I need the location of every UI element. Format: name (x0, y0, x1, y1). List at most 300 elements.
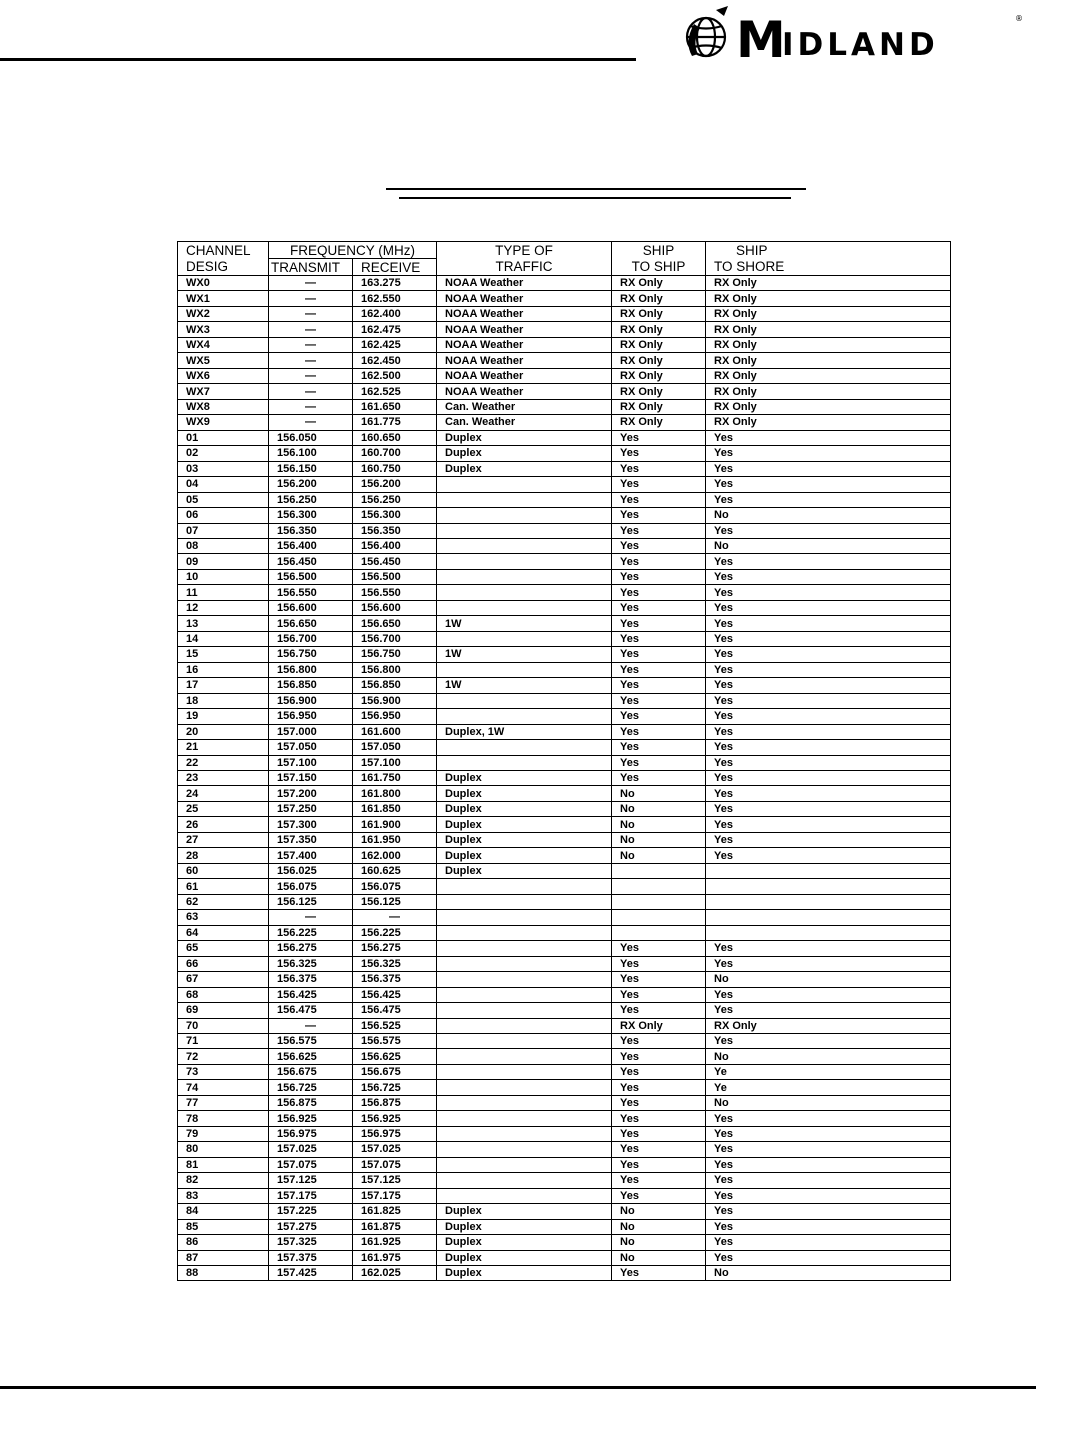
cell-receive: 160.750 (353, 461, 437, 476)
cell-ship-to-shore: Yes (706, 678, 951, 693)
table-row (178, 740, 951, 755)
cell-channel: 87 (178, 1250, 269, 1265)
cell-channel: 85 (178, 1219, 269, 1234)
title-rule-top (386, 188, 806, 190)
cell-ship-to-ship: Yes (612, 461, 706, 476)
cell-transmit: 157.200 (269, 786, 353, 801)
cell-transmit: 157.100 (269, 755, 353, 770)
cell-ship-to-ship (612, 894, 706, 909)
cell-receive: 156.800 (353, 662, 437, 677)
cell-channel: 01 (178, 430, 269, 445)
header-ship-to-shore-line1: SHIP (706, 242, 951, 259)
cell-transmit: 156.875 (269, 1095, 353, 1110)
cell-channel: WX4 (178, 337, 269, 352)
cell-channel: 73 (178, 1064, 269, 1079)
cell-traffic (437, 1126, 612, 1141)
cell-ship-to-shore: Ye (706, 1064, 951, 1079)
cell-transmit: 156.375 (269, 972, 353, 987)
header-transmit: TRANSMIT (269, 259, 353, 276)
cell-channel: 62 (178, 894, 269, 909)
cell-transmit: 156.400 (269, 538, 353, 553)
cell-transmit: — (269, 415, 353, 430)
cell-transmit: 156.450 (269, 554, 353, 569)
cell-ship-to-ship: Yes (612, 1266, 706, 1281)
header-desig: DESIG (178, 259, 269, 276)
cell-transmit: — (269, 337, 353, 352)
cell-channel: 68 (178, 987, 269, 1002)
cell-traffic (437, 1003, 612, 1018)
cell-ship-to-ship: No (612, 817, 706, 832)
cell-transmit: 156.650 (269, 616, 353, 631)
cell-transmit: — (269, 291, 353, 306)
cell-ship-to-shore: Yes (706, 1173, 951, 1188)
cell-receive: 162.550 (353, 291, 437, 306)
cell-ship-to-ship: Yes (612, 569, 706, 584)
cell-ship-to-shore: RX Only (706, 384, 951, 399)
cell-ship-to-ship: Yes (612, 693, 706, 708)
cell-ship-to-ship: Yes (612, 740, 706, 755)
cell-receive: 156.350 (353, 523, 437, 538)
cell-receive: 156.675 (353, 1064, 437, 1079)
table-row (178, 616, 951, 631)
cell-receive: 156.925 (353, 1111, 437, 1126)
cell-channel: 02 (178, 446, 269, 461)
cell-ship-to-shore: RX Only (706, 368, 951, 383)
cell-traffic (437, 1142, 612, 1157)
table-row (178, 508, 951, 523)
cell-traffic (437, 631, 612, 646)
cell-receive: 156.425 (353, 987, 437, 1002)
cell-channel: 14 (178, 631, 269, 646)
cell-receive: 161.925 (353, 1235, 437, 1250)
cell-transmit: 156.750 (269, 647, 353, 662)
table-row (178, 631, 951, 646)
table-row (178, 879, 951, 894)
cell-ship-to-shore: No (706, 1049, 951, 1064)
cell-receive: 156.300 (353, 508, 437, 523)
cell-channel: 22 (178, 755, 269, 770)
cell-channel: 67 (178, 972, 269, 987)
cell-ship-to-shore: Yes (706, 1033, 951, 1048)
cell-ship-to-ship: Yes (612, 430, 706, 445)
table-row (178, 1250, 951, 1265)
cell-transmit: 156.425 (269, 987, 353, 1002)
cell-receive: 161.850 (353, 801, 437, 816)
cell-receive: 157.125 (353, 1173, 437, 1188)
cell-transmit: 156.200 (269, 477, 353, 492)
cell-ship-to-shore: Yes (706, 956, 951, 971)
cell-ship-to-ship (612, 925, 706, 940)
cell-ship-to-ship: Yes (612, 1095, 706, 1110)
cell-transmit: 157.150 (269, 771, 353, 786)
cell-ship-to-shore: Yes (706, 585, 951, 600)
cell-channel: 84 (178, 1204, 269, 1219)
footer-rule (0, 1386, 1036, 1389)
cell-transmit: 156.225 (269, 925, 353, 940)
cell-channel: 64 (178, 925, 269, 940)
cell-channel: 10 (178, 569, 269, 584)
cell-traffic (437, 693, 612, 708)
cell-ship-to-shore: Yes (706, 569, 951, 584)
cell-channel: WX6 (178, 368, 269, 383)
cell-transmit: 156.100 (269, 446, 353, 461)
cell-ship-to-shore: Yes (706, 477, 951, 492)
cell-traffic: Duplex (437, 801, 612, 816)
cell-receive: 162.525 (353, 384, 437, 399)
table-row (178, 461, 951, 476)
cell-ship-to-shore: RX Only (706, 276, 951, 291)
cell-ship-to-shore: RX Only (706, 306, 951, 321)
table-row (178, 477, 951, 492)
table-row (178, 678, 951, 693)
cell-transmit: — (269, 910, 353, 925)
cell-ship-to-ship: RX Only (612, 322, 706, 337)
cell-ship-to-shore: Yes (706, 1142, 951, 1157)
cell-transmit: 157.250 (269, 801, 353, 816)
midland-logo (682, 4, 1027, 64)
cell-receive: 156.375 (353, 972, 437, 987)
table-row (178, 956, 951, 971)
cell-ship-to-ship: Yes (612, 647, 706, 662)
cell-ship-to-shore: Ye (706, 1080, 951, 1095)
channel-rows (178, 276, 951, 1281)
cell-ship-to-shore: Yes (706, 554, 951, 569)
cell-receive: 161.900 (353, 817, 437, 832)
cell-ship-to-shore (706, 863, 951, 878)
cell-traffic: Duplex (437, 430, 612, 445)
cell-transmit: 156.075 (269, 879, 353, 894)
table-row (178, 786, 951, 801)
cell-traffic (437, 585, 612, 600)
cell-transmit: 157.025 (269, 1142, 353, 1157)
header-to-ship: TO SHIP (612, 259, 706, 276)
cell-ship-to-shore: RX Only (706, 1018, 951, 1033)
table-row (178, 693, 951, 708)
cell-traffic: NOAA Weather (437, 353, 612, 368)
table-row (178, 322, 951, 337)
cell-channel: 23 (178, 771, 269, 786)
cell-ship-to-ship: RX Only (612, 353, 706, 368)
cell-ship-to-ship: No (612, 1250, 706, 1265)
cell-ship-to-shore (706, 910, 951, 925)
cell-ship-to-shore: RX Only (706, 399, 951, 414)
table-row (178, 925, 951, 940)
cell-traffic (437, 1049, 612, 1064)
cell-channel: 28 (178, 848, 269, 863)
cell-channel: WX3 (178, 322, 269, 337)
cell-ship-to-ship: RX Only (612, 291, 706, 306)
cell-receive: — (353, 910, 437, 925)
cell-channel: 27 (178, 832, 269, 847)
table-row (178, 647, 951, 662)
table-row (178, 1003, 951, 1018)
cell-ship-to-shore: Yes (706, 941, 951, 956)
cell-traffic: Duplex (437, 461, 612, 476)
cell-ship-to-ship: No (612, 1219, 706, 1234)
cell-receive: 156.200 (353, 477, 437, 492)
cell-transmit: — (269, 306, 353, 321)
cell-receive: 162.500 (353, 368, 437, 383)
cell-ship-to-shore: RX Only (706, 337, 951, 352)
cell-ship-to-ship: No (612, 1204, 706, 1219)
cell-ship-to-shore: Yes (706, 693, 951, 708)
cell-transmit: 157.400 (269, 848, 353, 863)
cell-transmit: 156.500 (269, 569, 353, 584)
cell-traffic (437, 1033, 612, 1048)
cell-ship-to-shore: Yes (706, 1126, 951, 1141)
cell-transmit: — (269, 353, 353, 368)
table-row (178, 1142, 951, 1157)
cell-traffic: Duplex (437, 1250, 612, 1265)
cell-channel: 04 (178, 477, 269, 492)
cell-transmit: 157.300 (269, 817, 353, 832)
cell-receive: 156.325 (353, 956, 437, 971)
cell-receive: 160.700 (353, 446, 437, 461)
header-type-of: TYPE OF (437, 242, 612, 259)
cell-transmit: — (269, 1018, 353, 1033)
cell-traffic (437, 1095, 612, 1110)
table-row (178, 662, 951, 677)
cell-receive: 156.550 (353, 585, 437, 600)
cell-traffic: NOAA Weather (437, 322, 612, 337)
cell-ship-to-shore: Yes (706, 647, 951, 662)
cell-receive: 160.625 (353, 863, 437, 878)
cell-receive: 162.400 (353, 306, 437, 321)
cell-receive: 162.450 (353, 353, 437, 368)
cell-ship-to-shore (706, 925, 951, 940)
cell-transmit: 156.150 (269, 461, 353, 476)
cell-ship-to-ship: Yes (612, 956, 706, 971)
cell-channel: 77 (178, 1095, 269, 1110)
cell-ship-to-shore: RX Only (706, 415, 951, 430)
cell-receive: 156.650 (353, 616, 437, 631)
cell-ship-to-ship: Yes (612, 1049, 706, 1064)
cell-traffic: 1W (437, 647, 612, 662)
cell-channel: WX0 (178, 276, 269, 291)
cell-ship-to-ship: RX Only (612, 368, 706, 383)
cell-ship-to-ship: Yes (612, 538, 706, 553)
cell-ship-to-ship: Yes (612, 1142, 706, 1157)
cell-receive: 162.025 (353, 1266, 437, 1281)
cell-ship-to-ship: Yes (612, 678, 706, 693)
cell-receive: 162.425 (353, 337, 437, 352)
cell-transmit: 157.325 (269, 1235, 353, 1250)
cell-traffic (437, 1188, 612, 1203)
cell-ship-to-shore: Yes (706, 786, 951, 801)
cell-ship-to-ship: Yes (612, 1126, 706, 1141)
cell-ship-to-ship: RX Only (612, 415, 706, 430)
cell-channel: 88 (178, 1266, 269, 1281)
cell-traffic: NOAA Weather (437, 306, 612, 321)
cell-transmit: 156.700 (269, 631, 353, 646)
cell-receive: 161.975 (353, 1250, 437, 1265)
cell-ship-to-shore: Yes (706, 600, 951, 615)
cell-receive: 156.475 (353, 1003, 437, 1018)
cell-ship-to-ship: Yes (612, 1111, 706, 1126)
cell-traffic: Duplex, 1W (437, 724, 612, 739)
cell-traffic: NOAA Weather (437, 276, 612, 291)
cell-ship-to-ship: Yes (612, 523, 706, 538)
cell-transmit: 156.925 (269, 1111, 353, 1126)
cell-traffic: Duplex (437, 863, 612, 878)
cell-traffic: Duplex (437, 446, 612, 461)
cell-receive: 157.025 (353, 1142, 437, 1157)
cell-transmit: — (269, 276, 353, 291)
cell-ship-to-shore: Yes (706, 987, 951, 1002)
cell-channel: 69 (178, 1003, 269, 1018)
cell-receive: 162.475 (353, 322, 437, 337)
cell-transmit: 157.275 (269, 1219, 353, 1234)
cell-traffic (437, 1018, 612, 1033)
cell-ship-to-shore: Yes (706, 832, 951, 847)
cell-ship-to-ship: Yes (612, 972, 706, 987)
cell-ship-to-ship: RX Only (612, 384, 706, 399)
table-row (178, 446, 951, 461)
cell-traffic (437, 1080, 612, 1095)
table-row (178, 709, 951, 724)
table-row (178, 1111, 951, 1126)
cell-receive: 160.650 (353, 430, 437, 445)
cell-ship-to-ship (612, 910, 706, 925)
table-row (178, 1235, 951, 1250)
cell-traffic: Duplex (437, 786, 612, 801)
cell-traffic: NOAA Weather (437, 384, 612, 399)
table-row (178, 1080, 951, 1095)
table-row (178, 368, 951, 383)
cell-traffic (437, 1064, 612, 1079)
cell-ship-to-shore (706, 879, 951, 894)
cell-ship-to-ship: Yes (612, 508, 706, 523)
table-row (178, 1157, 951, 1172)
cell-ship-to-ship: Yes (612, 616, 706, 631)
cell-receive: 156.575 (353, 1033, 437, 1048)
cell-channel: 06 (178, 508, 269, 523)
cell-traffic (437, 1157, 612, 1172)
header-frequency: FREQUENCY (MHz) (269, 242, 437, 259)
cell-channel: 05 (178, 492, 269, 507)
cell-channel: 18 (178, 693, 269, 708)
cell-ship-to-ship: Yes (612, 1003, 706, 1018)
cell-ship-to-ship: Yes (612, 709, 706, 724)
table-row (178, 415, 951, 430)
table-row (178, 1219, 951, 1234)
cell-channel: 16 (178, 662, 269, 677)
cell-channel: 15 (178, 647, 269, 662)
cell-ship-to-shore: Yes (706, 1157, 951, 1172)
cell-transmit: 157.050 (269, 740, 353, 755)
cell-channel: 24 (178, 786, 269, 801)
cell-receive: 156.225 (353, 925, 437, 940)
cell-ship-to-shore: No (706, 972, 951, 987)
cell-traffic: NOAA Weather (437, 368, 612, 383)
cell-traffic (437, 554, 612, 569)
cell-ship-to-shore: Yes (706, 740, 951, 755)
cell-channel: 21 (178, 740, 269, 755)
cell-ship-to-shore: Yes (706, 616, 951, 631)
cell-transmit: 156.300 (269, 508, 353, 523)
cell-transmit: 156.600 (269, 600, 353, 615)
cell-transmit: 156.575 (269, 1033, 353, 1048)
cell-transmit: — (269, 384, 353, 399)
cell-ship-to-shore: Yes (706, 1250, 951, 1265)
cell-traffic: Duplex (437, 1235, 612, 1250)
cell-receive: 156.950 (353, 709, 437, 724)
table-row (178, 384, 951, 399)
cell-receive: 157.100 (353, 755, 437, 770)
cell-channel: 66 (178, 956, 269, 971)
cell-ship-to-ship: Yes (612, 1033, 706, 1048)
cell-transmit: 157.375 (269, 1250, 353, 1265)
cell-channel: 81 (178, 1157, 269, 1172)
registered-mark: ® (1015, 14, 1023, 23)
cell-channel: 26 (178, 817, 269, 832)
table-row (178, 492, 951, 507)
cell-ship-to-shore: Yes (706, 1235, 951, 1250)
cell-ship-to-ship: Yes (612, 477, 706, 492)
cell-channel: 65 (178, 941, 269, 956)
cell-ship-to-ship: No (612, 832, 706, 847)
cell-ship-to-shore: Yes (706, 817, 951, 832)
cell-ship-to-ship: Yes (612, 585, 706, 600)
cell-ship-to-shore: Yes (706, 1204, 951, 1219)
table-row (178, 1126, 951, 1141)
cell-ship-to-shore: Yes (706, 801, 951, 816)
cell-transmit: 157.425 (269, 1266, 353, 1281)
cell-transmit: 156.625 (269, 1049, 353, 1064)
header-receive: RECEIVE (353, 259, 437, 276)
table-row (178, 1095, 951, 1110)
cell-ship-to-ship: Yes (612, 446, 706, 461)
cell-traffic (437, 740, 612, 755)
cell-receive: 161.750 (353, 771, 437, 786)
table-row (178, 569, 951, 584)
cell-ship-to-shore: Yes (706, 492, 951, 507)
cell-traffic (437, 956, 612, 971)
cell-transmit: 156.950 (269, 709, 353, 724)
cell-channel: 11 (178, 585, 269, 600)
cell-receive: 156.525 (353, 1018, 437, 1033)
cell-ship-to-ship: Yes (612, 662, 706, 677)
cell-channel: 71 (178, 1033, 269, 1048)
table-row (178, 399, 951, 414)
cell-ship-to-ship: Yes (612, 724, 706, 739)
header-traffic: TRAFFIC (437, 259, 612, 276)
table-row (178, 337, 951, 352)
cell-ship-to-ship: Yes (612, 755, 706, 770)
cell-transmit: 156.475 (269, 1003, 353, 1018)
cell-traffic: Duplex (437, 817, 612, 832)
cell-traffic (437, 910, 612, 925)
cell-ship-to-shore: Yes (706, 662, 951, 677)
cell-transmit: — (269, 368, 353, 383)
cell-traffic (437, 662, 612, 677)
cell-channel: 17 (178, 678, 269, 693)
cell-receive: 161.600 (353, 724, 437, 739)
table-row (178, 1266, 951, 1281)
cell-channel: 72 (178, 1049, 269, 1064)
table-row (178, 832, 951, 847)
table-row (178, 554, 951, 569)
cell-channel: 61 (178, 879, 269, 894)
cell-ship-to-ship: Yes (612, 941, 706, 956)
cell-channel: 78 (178, 1111, 269, 1126)
cell-receive: 156.275 (353, 941, 437, 956)
table-row (178, 1188, 951, 1203)
cell-transmit: 157.225 (269, 1204, 353, 1219)
cell-traffic (437, 1173, 612, 1188)
cell-transmit: 156.125 (269, 894, 353, 909)
cell-receive: 156.500 (353, 569, 437, 584)
